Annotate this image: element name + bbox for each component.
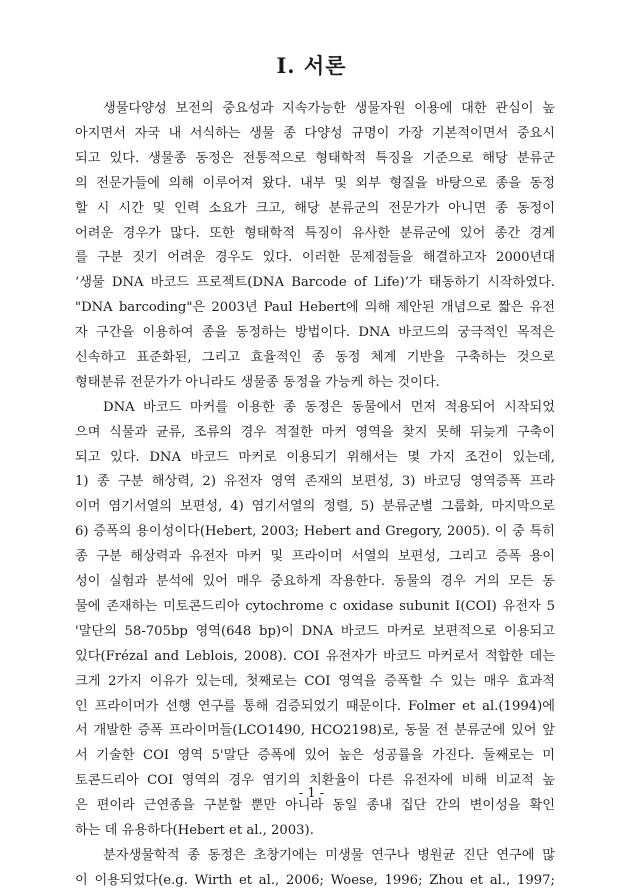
text-line: 으며 식물과 균류, 조류의 경우 적절한 마커 영역을 찾지 못해 뒤늦게 구축이	[75, 424, 555, 440]
text-line: 의 전문가들에 의해 이루어져 왔다. 내부 및 외부 형질을 바탕으로 종을 동정	[75, 175, 555, 191]
text-line: 신속하고 표준화된, 그리고 효율적인 종 동정 체계 기반을 구축하는 것으로	[75, 350, 555, 365]
text-line: 종 구분 해상력과 유전자 마커 및 프라이머 서열의 보편성, 그리고 증폭 용이	[75, 549, 555, 565]
text-line: 생물다양성 보전의 중요성과 지속가능한 생물자원 이용에 대한 관심이 높	[103, 101, 555, 116]
text-line: 물에 존재하는 미토콘드리아 cytochrome c oxidase subunit I(COI) 유전자 5	[75, 598, 555, 614]
text-line: 서 기술한 COI 영역 5'말단 증폭에 있어 높은 성공률을 가진다. 둘째로는 미	[75, 748, 555, 764]
text-line: "DNA barcoding"은 2003년 Paul Hebert에 의해 제안된 개념으로 짧은 유전	[75, 300, 555, 316]
text-line: 할 시 시간 및 인력 소요가 크고, 해당 분류군의 전문가가 아니면 종 동정이	[75, 200, 555, 216]
text-line: 인 프라이머가 선행 연구를 통해 검증되었기 때문이다. Folmer et al.(1994)에	[75, 698, 555, 714]
text-line: 아지면서 자국 내 서식하는 생물 종 다양성 규명이 가장 기본적이면서 중요시	[75, 125, 555, 141]
text-line: 서 개발한 증폭 프라이머들(LCO1490, HCO2198)로, 동물 전 분류군에 있어 앞	[75, 723, 555, 739]
page-number: - 1 -	[298, 786, 325, 801]
text-line: 어려운 경우가 많다. 또한 형태학적 특징이 유사한 분류군에 있어 종간 경계	[75, 225, 555, 241]
text-line: 크게 2가지 이유가 있는데, 첫째로는 COI 영역을 증폭할 수 있는 매우 효과적	[75, 673, 555, 689]
text-line: 있다(Frézal and Leblois, 2008). COI 유전자가 바코드 마커로서 적합한 데는	[75, 648, 555, 664]
text-line: 하는 데 유용하다(Hebert et al., 2003).	[75, 823, 314, 839]
text-line: 되고 있다. 생물종 동정은 전통적으로 형태학적 특징을 기준으로 해당 분류군	[75, 150, 555, 166]
text-line: 6) 증폭의 용이성이다(Hebert, 2003; Hebert and Gregory, 2005). 이 중 특히	[75, 524, 555, 540]
section-heading: I. 서론	[276, 53, 347, 78]
text-line: 를 구분 짓기 어려운 경우도 있다. 이러한 문제점들을 해결하고자 2000년대	[75, 250, 555, 266]
text-line: ‘생물 DNA 바코드 프로젝트(DNA Barcode of Life)’가 태동하기 시작하였다.	[75, 275, 555, 291]
text-line: 분자생물학적 종 동정은 초창기에는 미생물 연구나 병원균 진단 연구에 많	[103, 848, 555, 863]
text-line: 이머 염기서열의 보편성, 4) 염기서열의 정렬, 5) 분류군별 그룹화, 마지막으로	[75, 499, 555, 515]
text-line: 은 편이라 근연종을 구분할 뿐만 아니라 동일 종내 집단 간의 변이성을 확인	[75, 798, 555, 814]
text-line: 되고 있다. DNA 바코드 마커로 이용되기 위해서는 몇 가지 조건이 있는데,	[75, 449, 555, 465]
text-line: 형태분류 전문가가 아니라도 생물종 동정을 가능케 하는 것이다.	[75, 374, 440, 390]
text-line: DNA 바코드 마커를 이용한 종 동정은 동물에서 먼저 적용되어 시작되었	[103, 399, 555, 415]
text-line: 토콘드리아 COI 영역의 경우 염기의 치환율이 다른 유전자에 비해 비교적 높	[75, 773, 555, 789]
text-line: 자 구간을 이용하여 종을 동정하는 방법이다. DNA 바코드의 궁극적인 목적은	[75, 325, 555, 341]
text-line: 이 이용되었다(e.g. Wirth et al., 2006; Woese, 1996; Zhou et al., 1997;	[75, 872, 555, 888]
text-line: '말단의 58-705bp 영역(648 bp)이 DNA 바코드 마커로 보편적으로 이용되고	[75, 623, 555, 639]
text-line: 성이 실험과 분석에 있어 매우 중요하게 작용한다. 동물의 경우 거의 모든 동	[75, 574, 555, 590]
text-line: 1) 종 구분 해상력, 2) 유전자 영역 존재의 보편성, 3) 바코딩 영역증폭 프라	[75, 474, 555, 490]
